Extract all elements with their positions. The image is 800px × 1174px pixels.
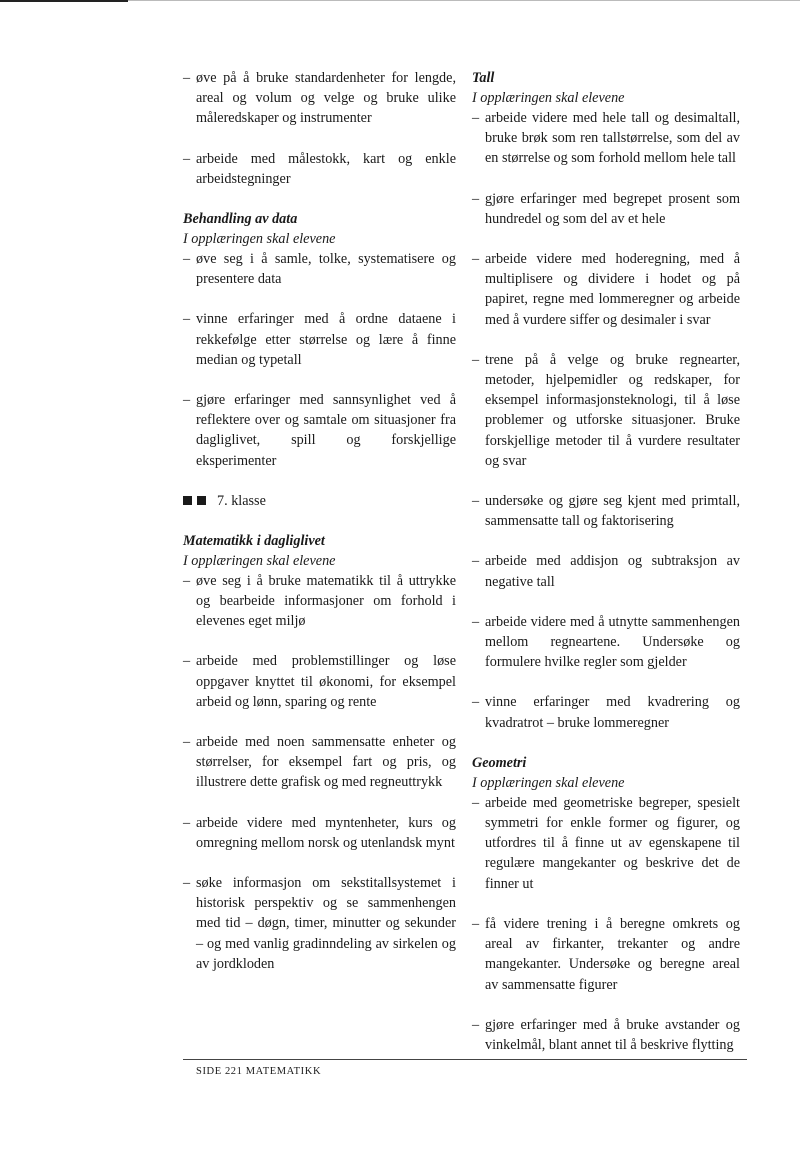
list-item: – arbeide videre med myntenheter, kurs og omregning mellom norsk og utenlandsk mynt <box>183 814 456 851</box>
list-item: – gjøre erfaringer med sannsynlighet ved å reflektere over og samtale om situasjoner fra dagliglivet, spill og forskjellige eksperimenter <box>183 392 456 469</box>
list-item: – arbeide med problemstillinger og løse oppgaver knyttet til økonomi, for eksempel arbeid og lønn, sparing og rente <box>183 653 456 710</box>
section-subheading: I opplæringen skal elevene <box>183 231 336 248</box>
list-item: – søke informasjon om sekstitallsystemet i historisk perspektiv og se sammenhengen med tid – døgn, timer, minutter og sekunder – og med vanlig gradinndeling av sirkelen og av jordkloden <box>183 875 456 972</box>
list-item: – øve seg i å samle, tolke, systematisere og presentere data <box>183 251 456 288</box>
list-item: – vinne erfaringer med å ordne dataene i rekkefølge etter størrelse og lære å finne median og typetall <box>183 311 456 368</box>
list-item: – arbeide videre med hoderegning, med å multiplisere og dividere i hodet og på papiret, regne med lommeregner og arbeide med å vurdere siffer og desimaler i svar <box>472 251 740 328</box>
grade-label: 7. klasse <box>217 492 266 509</box>
list-item: – arbeide med addisjon og subtraksjon av negative tall <box>472 553 740 590</box>
list-item: – arbeide med målestokk, kart og enkle arbeidstegninger <box>183 150 456 187</box>
list-item: – trene på å velge og bruke regnearter, metoder, hjelpemidler og redskaper, for eksempel informasjonsteknologi, til å løse problemer og utforske situasjoner. Bruke forskjellige metoder til å vurdere resultater og svar <box>472 351 740 469</box>
top-edge-rule <box>0 0 128 2</box>
list-item: – arbeide med geometriske begreper, spesielt symmetri for enkle former og figurer, og utfordres til å finne ut av egenskapene til regulære mangekanter og beskrive det de finner ut <box>472 794 740 892</box>
list-item: – gjøre erfaringer med å bruke avstander og vinkelmål, blant annet til å beskrive flytting <box>472 1016 740 1053</box>
page-footer: SIDE 221 MATEMATIKK <box>196 1066 322 1077</box>
section-subheading: I opplæringen skal elevene <box>472 774 625 791</box>
section-heading-numbers: Tall <box>472 70 495 86</box>
list-item: – gjøre erfaringer med begrepet prosent som hundredel og som del av et hele <box>472 190 740 227</box>
list-item: – arbeide med noen sammensatte enheter og størrelser, for eksempel fart og pris, og illustrere dette grafisk og med regneuttrykk <box>183 734 456 791</box>
square-bullet-icon <box>183 496 192 505</box>
square-bullet-icon <box>197 496 206 505</box>
section-heading-daily-life: Matematikk i dagliglivet <box>183 532 325 549</box>
list-item: – øve seg i å bruke matematikk til å uttrykke og bearbeide informasjoner om forhold i elevenes eget miljø <box>183 572 456 630</box>
list-item: – arbeide videre med å utnytte sammenhengen mellom regneartene. Undersøke og formulere hvilke regler som gjelder <box>472 613 740 671</box>
footer-divider <box>183 1059 747 1060</box>
left-column <box>183 68 456 974</box>
right-column <box>472 68 740 1055</box>
section-heading-data: Behandling av data <box>183 211 298 228</box>
grade-marker <box>183 491 456 511</box>
section-subheading: I opplæringen skal elevene <box>183 552 336 569</box>
list-item: – få videre trening i å beregne omkrets og areal av firkanter, trekanter og andre mangekanter. Undersøke og beregne areal av sammensatte figurer <box>472 915 740 993</box>
list-item: – arbeide videre med hele tall og desimaltall, bruke brøk som ren tallstørrelse, som del av en størrelse og som forhold mellom hele tall <box>472 110 740 167</box>
section-subheading: I opplæringen skal elevene <box>472 90 625 106</box>
list-item: – øve på å bruke standardenheter for lengde, areal og volum og velge og bruke ulike måleredskaper og instrumenter <box>183 70 456 127</box>
section-heading-geometry: Geometri <box>472 754 527 771</box>
top-edge-rule-thin <box>128 0 800 1</box>
list-item: – vinne erfaringer med kvadrering og kvadratrot – bruke lommeregner <box>472 694 740 731</box>
list-item: – undersøke og gjøre seg kjent med primtall, sammensatte tall og faktorisering <box>472 493 740 530</box>
